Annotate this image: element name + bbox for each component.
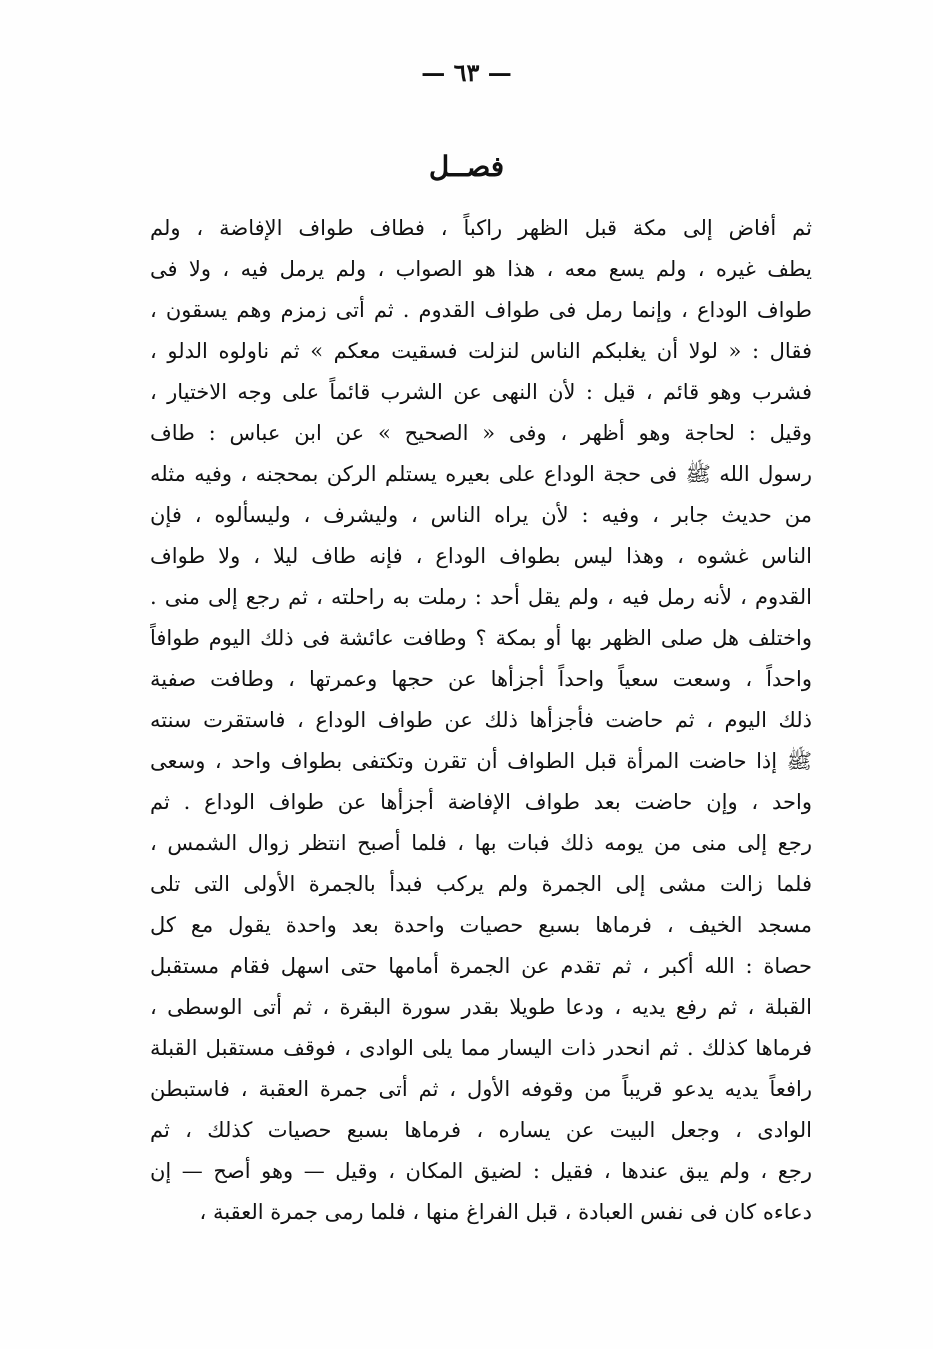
text-line: مسجد الخيف ، فرماها بسبع حصيات واحدة بعد واحدة يقول مع كل xyxy=(150,913,812,937)
text-line: رجع ، ولم يبق عندها ، فقيل : لضيق المكان ، وقيل — وهو أصح — إن xyxy=(150,1159,812,1183)
text-line: فشرب وهو قائم ، قيل : لأن النهى عن الشرب قائماً على وجه الاختيار ، xyxy=(150,380,812,404)
text-line: القدوم ، لأنه رمل فيه ، ولم يقل أحد : رملت به راحلته ، ثم رجع إلى منى . xyxy=(150,585,812,609)
section-title: فصــل xyxy=(428,150,505,183)
text-line: دعاءه كان فى نفس العبادة ، قبل الفراغ منها ، فلما رمى جمرة العقبة ، xyxy=(199,1200,812,1224)
text-line: ثم أفاض إلى مكة قبل الظهر راكباً ، فطاف طواف الإفاضة ، ولم xyxy=(150,216,812,240)
text-line: رافعاً يديه يدعو قريباً من وقوفه الأول ، ثم أتى جمرة العقبة ، فاستبطن xyxy=(150,1077,812,1101)
text-line: رجع إلى منى من يومه ذلك فبات بها ، فلما أصبح انتظر زوال الشمس ، xyxy=(150,831,812,855)
text-line: واحداً ، وسعت سعياً واحداً أجزأها عن حجها وعمرتها ، وطافت صفية xyxy=(150,667,812,691)
text-line: وقيل : لحاجة وهو أظهر ، وفى « الصحيح » عن ابن عباس : طاف xyxy=(150,421,812,445)
text-line: ذلك اليوم ، ثم حاضت فأجزأها ذلك عن طواف الوداع ، فاستقرت سنته xyxy=(150,708,812,732)
text-line: واختلف هل صلى الظهر بها أو بمكة ؟ وطافت عائشة فى ذلك اليوم طوافاً xyxy=(150,626,812,650)
body-text xyxy=(150,208,812,1233)
text-line: فرماها كذلك . ثم انحدر ذات اليسار مما يلى الوادى ، فوقف مستقبل القبلة xyxy=(150,1036,812,1060)
text-line: من حديث جابر ، وفيه : لأن يراه الناس ، وليشرف ، وليسألوه ، فإن xyxy=(150,503,812,527)
text-line: رسول الله ﷺ فى حجة الوداع على بعيره يستلم الركن بمحجنه ، وفيه مثله xyxy=(150,462,812,486)
text-line: ﷺ إذا حاضت المرأة قبل الطواف أن تقرن وتكتفى بطواف واحد ، وسعى xyxy=(150,749,812,773)
text-line: يطف غيره ، ولم يسع معه ، هذا هو الصواب ، ولم يرمل فيه ، ولا فى xyxy=(150,257,812,281)
text-line: واحد ، وإن حاضت بعد طواف الإفاضة أجزأها عن طواف الوداع . ثم xyxy=(150,790,812,814)
text-line: طواف الوداع ، وإنما رمل فى طواف القدوم . ثم أتى زمزم وهم يسقون ، xyxy=(150,298,812,322)
text-line: حصاة : الله أكبر ، ثم تقدم عن الجمرة أمامها حتى اسهل فقام مستقبل xyxy=(150,954,812,978)
page-number: — ٦٣ — xyxy=(421,58,512,87)
text-line: فقال : « لولا أن يغلبكم الناس لنزلت فسقيت معكم » ثم ناولوه الدلو ، xyxy=(150,339,812,363)
text-line: القبلة ، ثم رفع يديه ، ودعا طويلا بقدر سورة البقرة ، ثم أتى الوسطى ، xyxy=(150,995,812,1019)
text-line: الناس غشوه ، وهذا ليس بطواف الوداع ، فإنه طاف ليلا ، ولا طواف xyxy=(150,544,812,568)
text-line: الوادى ، وجعل البيت عن يساره ، فرماها بسبع حصيات كذلك ، ثم xyxy=(150,1118,812,1142)
text-line: فلما زالت مشى إلى الجمرة ولم يركب فبدأ بالجمرة الأولى التى تلى xyxy=(150,872,812,896)
